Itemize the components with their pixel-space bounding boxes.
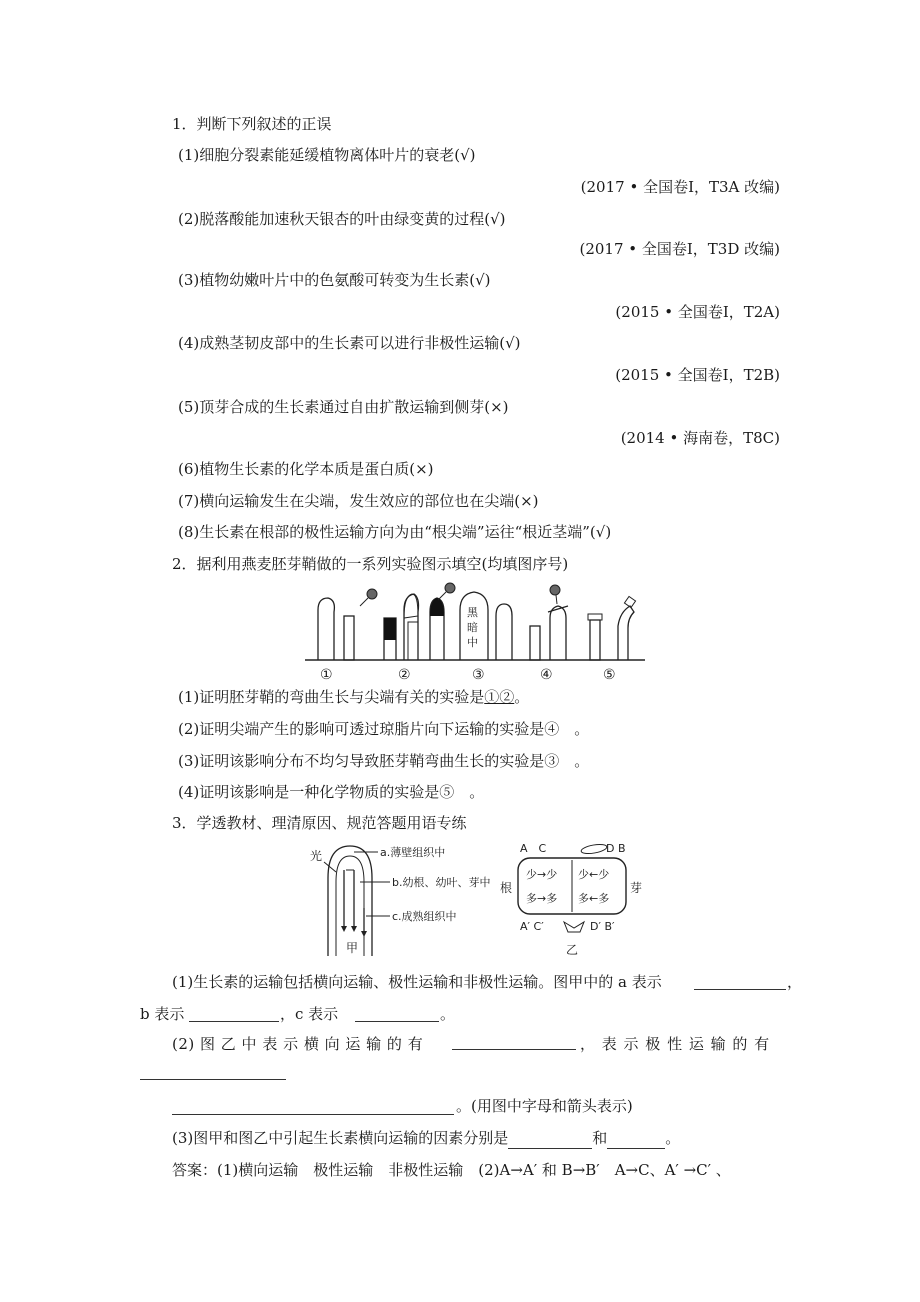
q1-item-7: (7)横向运输发生在尖端，发生效应的部位也在尖端(×) (178, 492, 539, 510)
q3-part1-c-label: ，c 表示 (280, 1005, 339, 1023)
label-d-b: D B (606, 842, 626, 855)
leaf-icon (581, 843, 608, 855)
blank-a[interactable] (694, 989, 786, 990)
blank-polar-1[interactable] (140, 1079, 286, 1080)
blank-jia-factor[interactable] (508, 1128, 592, 1149)
cell-text-2: 少←少 (578, 868, 610, 881)
shoot-outline (328, 846, 372, 956)
cut-coleoptile-4 (530, 626, 540, 660)
q1-item-2: (2)脱落酸能加速秋天银杏的叶由绿变黄的过程(√) (178, 210, 506, 228)
label-a-c: A C (520, 842, 547, 855)
q2-item-3: (3)证明该影响分布不均匀导致胚芽鞘弯曲生长的实验是③ 。 (178, 752, 590, 770)
light-source-icon (367, 589, 377, 599)
agar-block (588, 614, 602, 620)
coleoptile-5 (618, 606, 634, 660)
blank-b[interactable] (189, 1021, 279, 1022)
q2-item-2: (2)证明尖端产生的影响可透过琼脂片向下运输的实验是④ 。 (178, 720, 590, 738)
q2-title: 2．据利用燕麦胚芽鞘做的一系列实验图示填空(均填图序号) (172, 555, 569, 573)
cell-text-3: 多→多 (526, 892, 558, 905)
cut-coleoptile-5 (590, 620, 600, 660)
coleoptile-3b (496, 604, 512, 660)
figure-jia (306, 838, 502, 960)
figure-label-3: ③ (472, 667, 485, 682)
black-cap-2a (384, 618, 396, 640)
q1-source-4: (2015 • 全国卷Ⅰ，T2B) (615, 366, 780, 384)
light-ray-icon (360, 598, 368, 606)
coleoptile-1 (318, 598, 334, 660)
q1-item-6: (6)植物生长素的化学本质是蛋白质(×) (178, 460, 434, 478)
blank-yi-factor[interactable] (607, 1128, 665, 1149)
cut-coleoptile-1 (344, 616, 354, 660)
q1-source-3: (2015 • 全国卷Ⅰ，T2A) (615, 303, 780, 321)
blank-horizontal[interactable] (452, 1049, 576, 1050)
blank-polar-2[interactable] (172, 1114, 454, 1115)
document-page: 1．判断下列叙述的正误 (1)细胞分裂素能延缓植物离体叶片的衰老(√) (2017 • 全国卷Ⅰ，T3A 改编) (2)脱落酸能加速秋天银杏的叶由绿变黄的过程(√) (2017 • 全国卷Ⅰ，T3D 改编) (3)植物幼嫩叶片中的色氨酸可转变为生长素(√) (2015 • 全国卷Ⅰ，T2A) (4)成熟茎韧皮部中的生长素可以进行非极性运输(√) (2015 • 全国卷Ⅰ，T2B) (5)顶芽合成的生长素通过自由扩散运输到侧芽(×) (2014 • 海南卷，T8C) (6)植物生长素的化学本质是蛋白质(×) (7)横向运输发生在尖端，发生效应的部位也在尖端(×) (8)生长素在根部的极性运输方向为由“根尖端”运往“根近茎端”(√) 2．据利用燕麦胚芽鞘做的一系列实验图示填空(均填图序号) 黑 暗 中 ① ② ③ ④ ⑤ (1)证明胚芽鞘的弯曲生长与尖端有关的实验是①②。 (2)证明尖端产生的影响可透过琼脂片向下运输的实验是④ 。 (3)证明该影响分布不均匀导致胚芽鞘弯曲生长的实验是③ 。 (4)证明该影响是一种化学物质的实验是⑤ 。 3．学透教材、理清原因、规范答题用语专练 光 a.薄壁组织中 b.幼根、幼叶、芽中 c.成熟组织中 甲 A C D B 根 芽 少→少 少←少 多→多 多←多 A′ C′ D′ B′ 乙 (1)生长素的运输包括横向运输、极性运输和非极性运输。图甲中的 a 表示 ， b 表示 ，c 表示 。 (2) 图 乙 中 表 示 横 向 运 输 的 有 ， 表 示 极 性 运 输 的 有 。(用图中字母和箭头表示) (3)图甲和图乙中引起生长素横向运输的因素分别是 和 。 答案：(1)横向运输 极性运输 非极性运输 (2)A→A′ 和 B→B′ A→C、A′ →C′ 、 (140, 115, 803, 1179)
q2-answer-4: ⑤ (439, 783, 455, 801)
q1-item-3: (3)植物幼嫩叶片中的色氨酸可转变为生长素(√) (178, 271, 491, 289)
q1-source-5: (2014 • 海南卷，T8C) (620, 429, 780, 447)
coleoptile-2b (404, 594, 419, 660)
dark-label-2: 暗 (467, 621, 478, 634)
q3-part2-note: 。(用图中字母和箭头表示) (456, 1097, 633, 1115)
light-source-icon (445, 583, 455, 593)
figure-label-4: ④ (540, 667, 553, 682)
cell-text-1: 少→少 (526, 868, 558, 881)
label-a-c-prime: A′ C′ (520, 920, 544, 933)
q1-item-1: (1)细胞分裂素能延缓植物离体叶片的衰老(√) (178, 146, 476, 164)
figure-label-2: ② (398, 667, 411, 682)
q3-part2-polar-label: ， 表 示 极 性 运 输 的 有 (580, 1035, 771, 1053)
dark-label-3: 中 (467, 636, 478, 649)
coleoptile-4 (550, 606, 566, 660)
root-tip-icon (564, 922, 584, 932)
label-d-b-prime: D′ B′ (590, 920, 615, 933)
q3-part3-line: (3)图甲和图乙中引起生长素横向运输的因素分别是 和 。 (172, 1129, 681, 1147)
q3-part1-line1: (1)生长素的运输包括横向运输、极性运输和非极性运输。图甲中的 a 表示 (172, 973, 662, 991)
cell-text-4: 多←多 (578, 892, 610, 905)
label-b: b.幼根、幼叶、芽中 (392, 876, 491, 889)
dark-label-1: 黑 (467, 606, 478, 619)
q3-part2-line1: (2) 图 乙 中 表 示 横 向 运 输 的 有 (172, 1035, 424, 1053)
q3-part1-b-label: b 表示 (140, 1005, 185, 1023)
light-source-icon (550, 585, 560, 595)
q3-title: 3．学透教材、理清原因、规范答题用语专练 (172, 814, 467, 832)
caption-yi: 乙 (566, 943, 579, 957)
q1-source-1: (2017 • 全国卷Ⅰ，T3A 改编) (580, 178, 780, 196)
figure-yi (496, 836, 646, 960)
figure-label-5: ⑤ (603, 667, 616, 682)
answer-line: 答案：(1)横向运输 极性运输 非极性运输 (2)A→A′ 和 B→B′ A→C、A′ →C′ 、 (172, 1161, 731, 1179)
q1-item-4: (4)成熟茎韧皮部中的生长素可以进行非极性运输(√) (178, 334, 521, 352)
bud-label: 芽 (630, 881, 643, 895)
label-a: a.薄壁组织中 (380, 846, 446, 859)
root-label: 根 (500, 881, 513, 895)
q2-item-4: (4)证明该影响是一种化学物质的实验是⑤ 。 (178, 783, 485, 801)
q2-answer-2: ④ (544, 720, 560, 738)
light-label: 光 (310, 849, 323, 863)
q2-item-1: (1)证明胚芽鞘的弯曲生长与尖端有关的实验是①②。 (178, 688, 530, 706)
blank-c[interactable] (355, 1021, 439, 1022)
q1-item-8: (8)生长素在根部的极性运输方向为由“根尖端”运往“根近茎端”(√) (178, 523, 612, 541)
caption-jia: 甲 (346, 941, 359, 955)
q1-item-5: (5)顶芽合成的生长素通过自由扩散运输到侧芽(×) (178, 398, 509, 416)
label-c: c.成熟组织中 (392, 910, 457, 923)
q1-source-2: (2017 • 全国卷Ⅰ，T3D 改编) (579, 240, 780, 258)
q2-answer-1: ①② (484, 688, 515, 706)
coleoptile-experiment-figure (300, 582, 650, 682)
figure-label-1: ① (320, 667, 333, 682)
q1-title: 1．判断下列叙述的正误 (172, 115, 332, 133)
q2-answer-3: ③ (544, 752, 560, 770)
